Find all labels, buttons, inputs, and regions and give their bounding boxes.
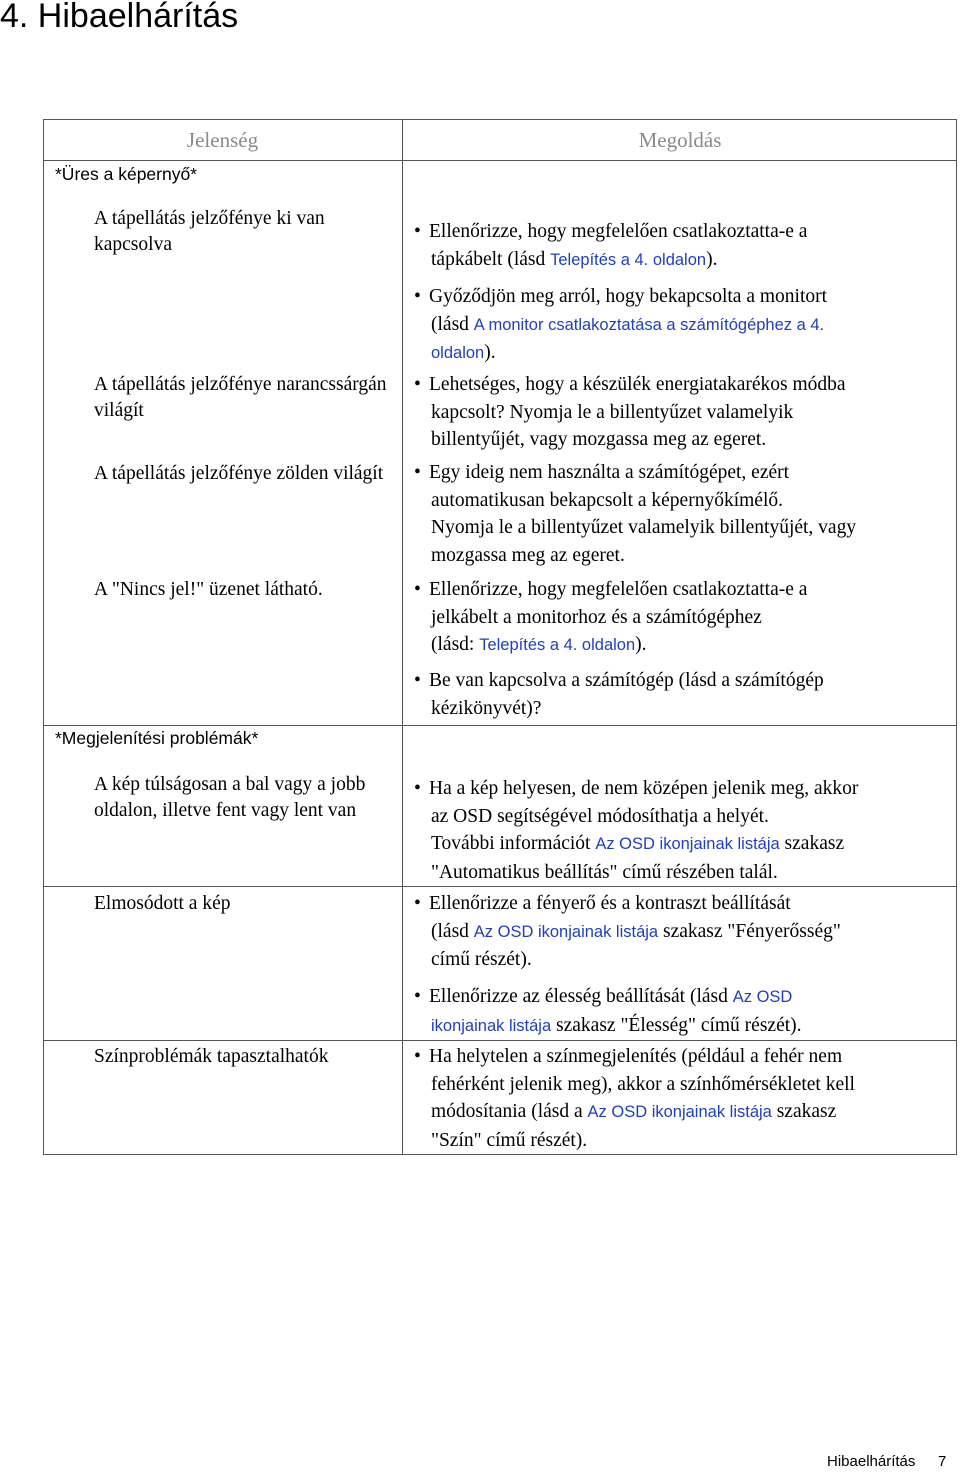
bullet-icon: •	[414, 374, 421, 395]
solution-text: szakasz "Fényerősség"	[658, 920, 841, 942]
symptom-cell: A "Nincs jel!" üzenet látható.	[94, 579, 323, 600]
solution-line	[414, 1127, 954, 1155]
solution-item	[414, 459, 954, 569]
cross-reference-link[interactable]: A monitor csatlakoztatása a számítógéphez a 4.	[473, 315, 825, 334]
column-divider	[402, 119, 403, 1155]
solution-text: automatikusan bekapcsolt a képernyőkímélő.	[431, 489, 783, 511]
solution-line	[414, 775, 954, 803]
solution-text: Lehetséges, hogy a készülék energiatakarékos módba	[429, 374, 846, 395]
solution-text: "Szín" című részét).	[431, 1129, 588, 1151]
solution-text: Győződjön meg arról, hogy bekapcsolta a monitort	[429, 286, 828, 307]
solution-text: módosítania (lásd a	[431, 1101, 588, 1122]
solution-line	[414, 1098, 954, 1127]
solution-item	[414, 218, 954, 274]
solution-line	[414, 514, 954, 542]
solution-item	[414, 283, 954, 368]
solution-text: mozgassa meg az egeret.	[431, 544, 625, 566]
solution-text: szakasz "Élesség" című részét).	[551, 1014, 802, 1036]
section-title: *Üres a képernyő*	[55, 164, 198, 184]
solution-text: Ellenőrizze az élesség beállítását (lásd	[429, 986, 733, 1007]
solution-line	[414, 371, 954, 399]
solution-line	[414, 283, 954, 311]
symptom-column-header: Jelenség	[186, 128, 259, 152]
solution-item	[414, 890, 954, 974]
solution-item	[414, 775, 954, 886]
symptom-cell: A tápellátás jelzőfénye narancssárgán világít	[94, 374, 387, 421]
bullet-icon: •	[414, 778, 421, 799]
solution-line	[414, 667, 954, 695]
solution-text: fehérként jelenik meg), akkor a színhőmérsékletet kell	[431, 1073, 855, 1095]
cross-reference-link[interactable]: Az OSD ikonjainak listája	[587, 1103, 772, 1121]
solution-item	[414, 667, 954, 722]
symptom-cell: A tápellátás jelzőfénye zölden világít	[94, 463, 384, 484]
row-rule	[43, 1040, 957, 1041]
solution-column-header: Megoldás	[638, 128, 722, 152]
solution-line	[414, 576, 954, 604]
bullet-icon: •	[414, 1046, 421, 1067]
row-rule	[43, 886, 957, 887]
solution-line	[414, 604, 954, 632]
solution-line	[414, 542, 954, 570]
solution-line	[414, 830, 954, 859]
solution-line	[414, 339, 954, 368]
solution-text: kézikönyvét)?	[431, 697, 542, 719]
cross-reference-link[interactable]: oldalon	[431, 344, 485, 362]
solution-line	[414, 426, 954, 454]
symptom-cell: Elmosódott a kép	[94, 893, 231, 914]
symptom-cell: A tápellátás jelzőfénye ki van kapcsolva	[94, 208, 325, 255]
bullet-icon: •	[414, 462, 421, 483]
solution-text: az OSD segítségével módosíthatja a helyét.	[431, 805, 769, 827]
symptom-cell: A kép túlságosan a bal vagy a jobb oldalon, illetve fent vagy lent van	[94, 774, 366, 821]
solution-item	[414, 1043, 954, 1154]
cross-reference-link[interactable]: Az OSD ikonjainak listája	[473, 922, 659, 941]
solution-text: Ha helytelen a színmegjelenítés (például a fehér nem	[429, 1046, 843, 1067]
solution-text: Be van kapcsolva a számítógép (lásd a számítógép	[429, 670, 824, 691]
solution-line	[414, 890, 954, 918]
solution-line	[414, 459, 954, 487]
solution-text: (lásd:	[431, 634, 480, 655]
solution-text: Ellenőrizze, hogy megfelelően csatlakoztatta-e a	[429, 221, 808, 242]
section-title: *Megjelenítési problémák*	[55, 728, 259, 748]
cross-reference-link[interactable]: ikonjainak listája	[431, 1016, 552, 1035]
bullet-icon: •	[414, 579, 421, 600]
solution-line	[414, 946, 954, 974]
solution-text: Ellenőrizze a fényerő és a kontraszt beállítását	[429, 893, 791, 914]
solution-line	[414, 1012, 954, 1041]
solution-text: Nyomja le a billentyűzet valamelyik billentyűjét, vagy	[431, 517, 857, 538]
solution-text: ).	[484, 342, 496, 363]
solution-text: (lásd	[431, 920, 474, 942]
solution-text: szakasz	[779, 833, 845, 854]
solution-item	[414, 576, 954, 660]
solution-text: Ha a kép helyesen, de nem középen jelenik meg, akkor	[429, 778, 859, 799]
solution-text: Egy ideig nem használta a számítógépet, ezért	[429, 462, 790, 483]
solution-text: című részét).	[431, 949, 532, 970]
solution-line	[414, 1071, 954, 1099]
solution-text: "Automatikus beállítás" című részében talál.	[431, 861, 778, 883]
solution-line	[414, 631, 954, 660]
solution-text: tápkábelt (lásd	[431, 248, 551, 270]
solution-text: További információt	[431, 833, 596, 854]
solution-line	[414, 311, 954, 340]
solution-line	[414, 487, 954, 515]
solution-text: (lásd	[431, 313, 474, 335]
solution-line	[414, 1043, 954, 1071]
header-rule	[43, 160, 957, 161]
solution-text: jelkábelt a monitorhoz és a számítógéphez	[431, 606, 762, 628]
solution-line	[414, 983, 954, 1012]
solution-text: ).	[706, 248, 718, 270]
page-title: 4. Hibaelhárítás	[0, 0, 239, 35]
footer-section-label: Hibaelhárítás	[827, 1453, 916, 1470]
solution-item	[414, 371, 954, 454]
solution-line	[414, 918, 954, 947]
bullet-icon: •	[414, 670, 421, 691]
page-number: 7	[938, 1453, 947, 1470]
solution-line	[414, 399, 954, 427]
solution-text: Ellenőrizze, hogy megfelelően csatlakoztatta-e a	[429, 579, 808, 600]
solution-line	[414, 859, 954, 887]
symptom-cell: Színproblémák tapasztalhatók	[94, 1046, 329, 1067]
solution-line	[414, 695, 954, 723]
cross-reference-link[interactable]: Az OSD ikonjainak listája	[595, 835, 780, 853]
solution-line	[414, 246, 954, 275]
solution-item	[414, 983, 954, 1040]
bullet-icon: •	[414, 893, 421, 914]
cross-reference-link[interactable]: Telepítés a 4. oldalon	[550, 250, 707, 269]
solution-text: billentyűjét, vagy mozgassa meg az egeret.	[431, 429, 767, 450]
solution-text: szakasz	[771, 1101, 837, 1122]
solution-line	[414, 803, 954, 831]
solution-text: ).	[635, 634, 647, 655]
bullet-icon: •	[414, 286, 421, 307]
bullet-icon: •	[414, 221, 421, 242]
solution-line	[414, 218, 954, 246]
cross-reference-link[interactable]: Az OSD	[732, 988, 793, 1006]
bullet-icon: •	[414, 986, 421, 1007]
section-rule	[43, 725, 957, 726]
cross-reference-link[interactable]: Telepítés a 4. oldalon	[479, 636, 636, 654]
solution-text: kapcsolt? Nyomja le a billentyűzet valamelyik	[431, 401, 794, 423]
